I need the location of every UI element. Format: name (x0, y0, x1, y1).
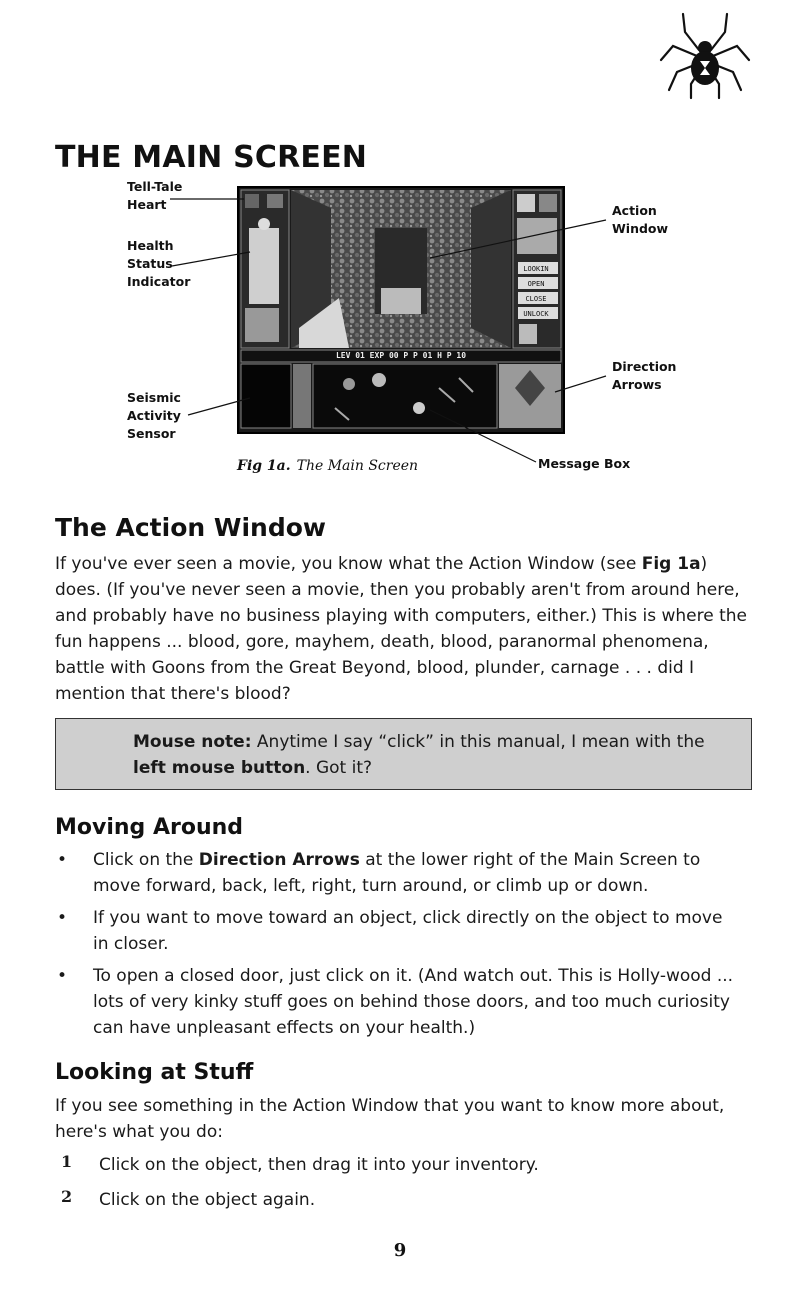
callout-direction-arrows: Direction Arrows (612, 359, 677, 392)
mouse-note-label: Mouse note: (133, 732, 252, 752)
callout-seismic-sensor: Seismic Activity Sensor (127, 390, 181, 441)
step-text: Click on the object, then drag it into your inventory. (99, 1155, 539, 1175)
unlock-button: UNLOCK (523, 310, 549, 318)
section-heading-moving-around: Moving Around (55, 815, 244, 840)
figure-caption (237, 458, 418, 474)
figure-reference: Fig 1a (641, 554, 701, 574)
mouse-note-emphasis: left mouse button (133, 758, 306, 778)
section-heading-looking-at-stuff: Looking at Stuff (55, 1060, 254, 1085)
page-number: 9 (393, 1240, 407, 1261)
lookin-button: LOOKIN (523, 265, 549, 273)
figure-caption-number: Fig 1a. (237, 458, 291, 474)
callout-leader-lines (0, 0, 800, 490)
bullet-text: Click on the (93, 850, 199, 870)
status-bar: LEV 01 EXP 00 P P 01 H P 10 (335, 351, 467, 360)
open-button: OPEN (527, 280, 545, 288)
callout-tell-tale-heart: Tell-Tale Heart (127, 179, 183, 212)
step-number: 2 (61, 1187, 73, 1206)
paragraph-text: If you've ever seen a movie, you know what the Action Window (see (55, 554, 642, 574)
bullet-emphasis: Direction Arrows (198, 850, 360, 870)
section-heading-action-window: The Action Window (55, 513, 326, 542)
mouse-note-text: . Got it? (305, 758, 373, 778)
mouse-note-text: Anytime I say “click” in this manual, I mean with the (251, 732, 705, 752)
callout-message-box: Message Box (538, 456, 631, 471)
figure-caption-text: The Main Screen (296, 458, 419, 474)
bullet-text: at the lower right of the Main Screen to move forward, back, left, right, turn around, or climb up or down. (93, 850, 701, 896)
step-number: 1 (61, 1152, 73, 1171)
close-button: CLOSE (525, 295, 547, 303)
bullet-text: To open a closed door, just click on it. (And watch out. This is Holly-wood ... lots of very kinky stuff goes on behind those doors, and too much curiosity can have unpleasant effects on your health.) (93, 966, 734, 1038)
step-text: Click on the object again. (99, 1190, 316, 1210)
mouse-note-box (55, 718, 752, 790)
bullet-text: If you want to move toward an object, click directly on the object to move in closer. (93, 908, 723, 954)
callout-action-window: Action Window (612, 203, 669, 236)
action-window-paragraph (55, 551, 755, 707)
page-title: THE MAIN SCREEN (55, 140, 368, 176)
paragraph-text: ) does. (If you've never seen a movie, then you probably aren't from around here, and probably have no business playing with computers, either.) This is where the fun happens ... blood, gore, mayhem, death, blood, paranormal phenomena, battle with Goons from the Great Beyond, blood, plunder, carnage . . . did I mention that there's blood? (55, 554, 747, 704)
looking-paragraph: If you see something in the Action Window that you want to know more about, here's what you do: (55, 1096, 725, 1142)
main-screen-figure (0, 0, 800, 490)
callout-health-status: Health Status Indicator (127, 238, 191, 289)
